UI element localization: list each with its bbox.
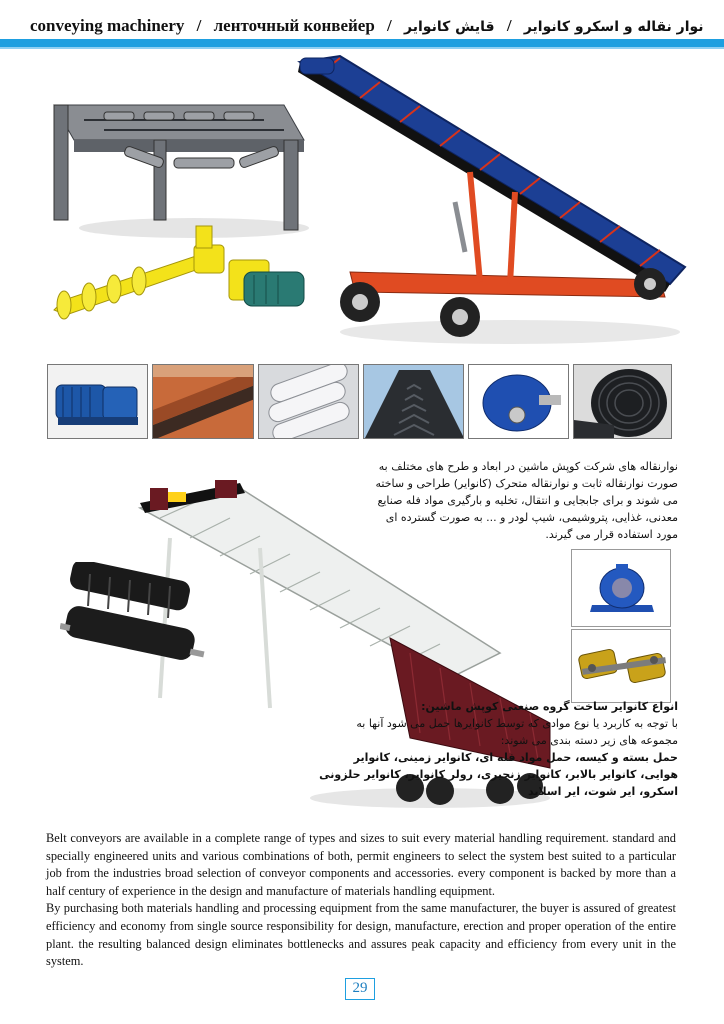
mining-belt-photo xyxy=(152,364,254,439)
fa-intro-line: مورد استفاده قرار می گیرند. xyxy=(545,528,678,541)
header-title-ru: ленточный конвейер xyxy=(213,16,375,35)
chevron-belt-photo xyxy=(363,364,464,439)
en-paragraph-1: Belt conveyors are available in a complete range of types and sizes to suit every material handling requirement. standard and specially engineered units and various combinations of both, permit engineers to select the system best suited to a particular job from the industries broad selection of conveyor components and accessories. every component is backed by more than a half century of experience in the design and manufacture of materials handling equipment. xyxy=(46,831,676,898)
header-title-en: conveying machinery xyxy=(30,16,185,35)
fa-intro-line: معدنی، غذایی، پتروشیمی، شیپ لودر و ... به صورت گسترده ای xyxy=(385,511,678,524)
header-accent-line xyxy=(0,47,724,49)
header-separator: / xyxy=(196,16,202,35)
fa-types-heading: انواع کانوایر ساخت گروه صنعتی کوپش ماشین: xyxy=(421,700,678,713)
belt-roll-photo xyxy=(573,364,672,439)
en-paragraph-2: By purchasing both materials handling and processing equipment from the same manufacturer, the buyer is assured of greatest efficiency and economy from single source responsibility for design, manufacture, erection and proper operation of the entire plant. the resulting balanced design eliminates bottlenecks and assures peak capacity and efficiency from every unit in the system. xyxy=(46,901,676,969)
header-title-fa2: نوار نقاله و اسکرو کانوایر xyxy=(523,19,704,35)
header-separator: / xyxy=(506,16,512,35)
rollers-photo xyxy=(258,364,359,439)
header-title-fa1: قایش کانوایر xyxy=(404,19,495,35)
fa-intro-line: صورت نوارنقاله ثابت و نوارنقاله متحرک (کانوایر) طراحی و ساخته xyxy=(375,477,678,490)
header-separator: / xyxy=(387,16,392,35)
fa-types-paragraph xyxy=(210,698,678,800)
blue-gearbox-photo xyxy=(468,364,569,439)
belt-fastener-photo xyxy=(571,629,671,703)
fa-types-list-line: اسکرو، ایر شوت، ایر اسلاید xyxy=(527,785,678,798)
fa-intro-line: می شوند و برای جابجایی و انتقال، تخلیه و بارگیری مواد فله صنایع xyxy=(377,494,678,507)
mobile-belt-conveyor-photo xyxy=(280,52,690,347)
idler-rollers-photo xyxy=(60,562,210,672)
fa-types-line: با توجه به کاربرد یا نوع موادی که توسط کانوایرها حمل می شود آنها به xyxy=(356,717,678,730)
screw-conveyor-photo xyxy=(44,220,314,330)
fa-types-list-line: هوایی، کانوایر بالابر، کانوایر زنجیری، رولر کانوایر، کانوایر حلزونی xyxy=(319,768,678,781)
page-header xyxy=(0,0,724,48)
page-number: 29 xyxy=(345,978,375,1000)
fa-intro-line: نوارنقاله های شرکت کوپش ماشین در ابعاد و طرح های مختلف به xyxy=(378,460,678,473)
pillow-block-bearing-photo xyxy=(571,549,671,627)
en-body-text xyxy=(46,830,676,971)
idler-frame-photo xyxy=(44,100,314,240)
fa-types-line: مجموعه های زیر دسته بندی می شوند: xyxy=(500,734,678,747)
fa-types-list-line: حمل بسته و کیسه، حمل مواد فله ای، کانوایر زمینی، کانوایر xyxy=(353,751,678,764)
motor-gearbox-photo xyxy=(47,364,148,439)
header-accent-bar xyxy=(0,39,724,47)
